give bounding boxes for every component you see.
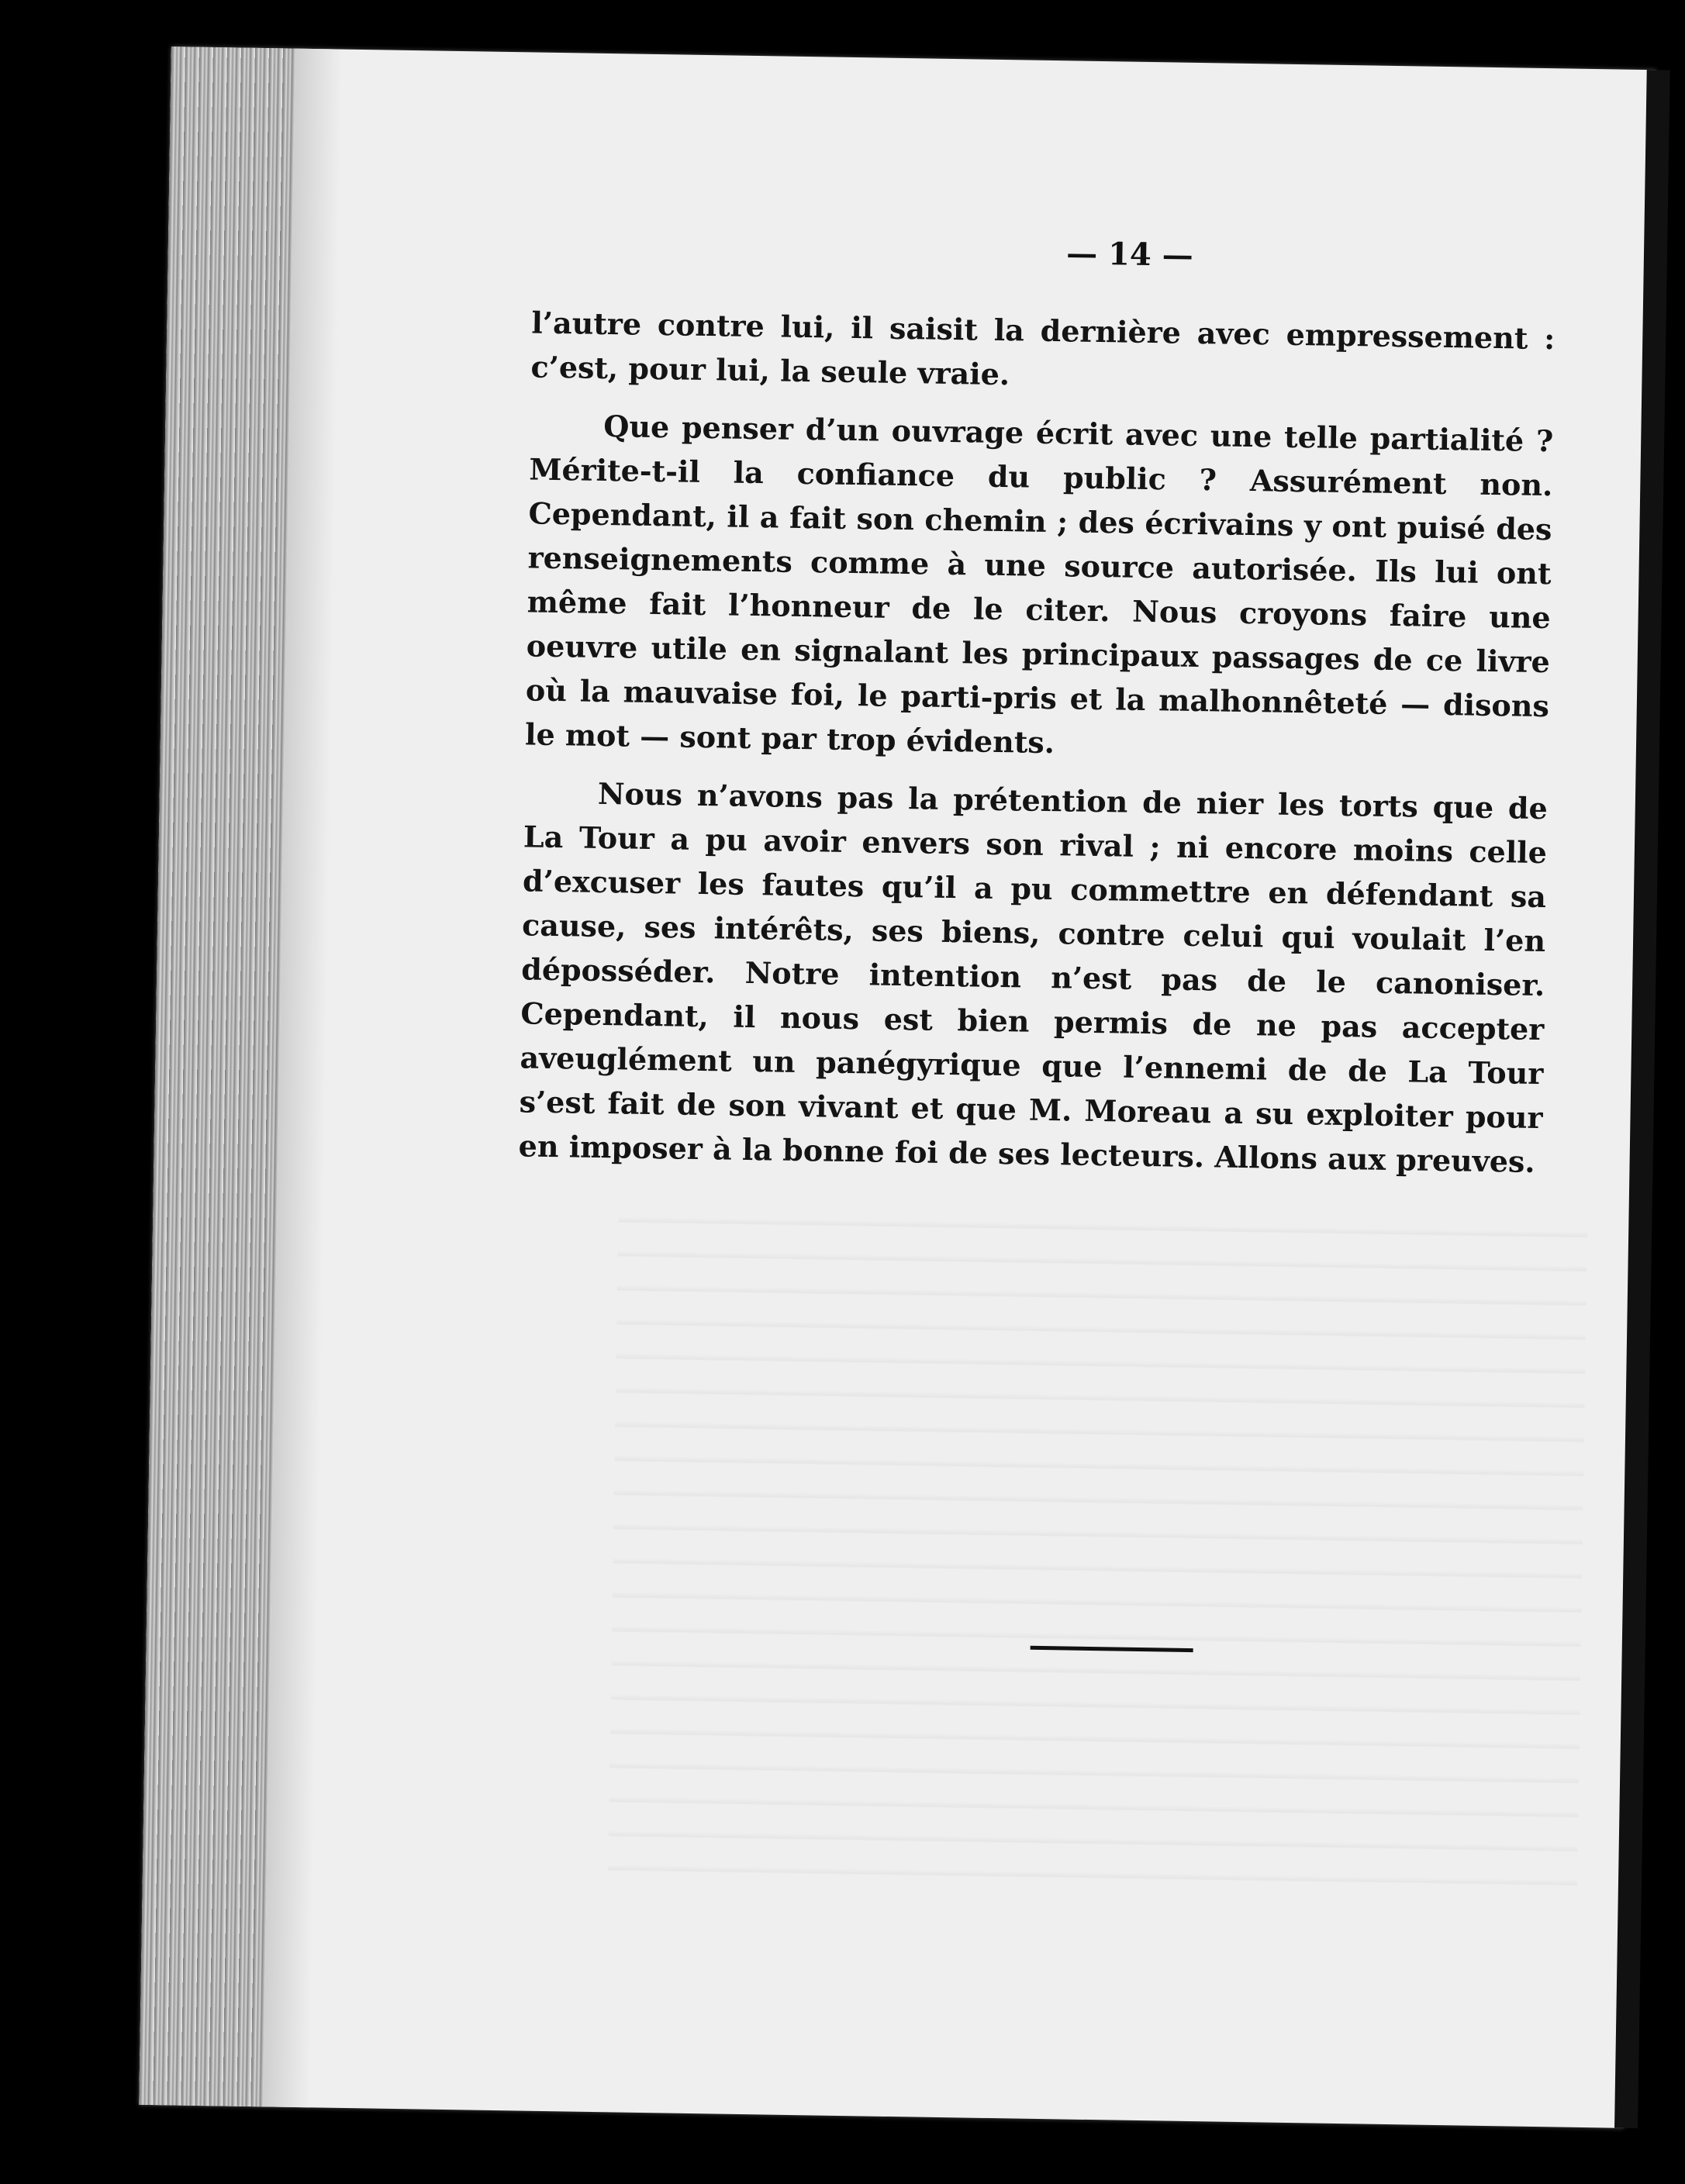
book-page xyxy=(139,47,1656,2128)
paragraph-continuation: l’autre contre lui, il saisit la dernière avec empressement : c’est, pour lui, la seule vraie. xyxy=(530,305,1556,392)
page-right-edge xyxy=(1614,70,1670,2128)
show-through-bleed xyxy=(608,1216,1588,1914)
paragraph: Nous n’avons pas la prétention de nier les torts que de La Tour a pu avoir envers son rival ; ni encore moins celle d’excuser les fautes qu’il a pu commettre en défendant sa cause, ses intérêts, ses biens, contre celui qui voulait l’en déposséder. Notre intention n’est pas de le canoniser. Cependant, il nous est bien permis de ne pas accepter aveuglément un panégyrique que l’ennemi de de La Tour s’est fait de son vivant et que M. Moreau a su exploiter pour en imposer à la bonne foi de ses lecteurs. Allons aux preuves. xyxy=(518,775,1549,1179)
page-number: — 14 — xyxy=(1065,235,1194,274)
paragraph: Que penser d’un ouvrage écrit avec une telle partialité ? Mérite-t-il la confiance du public ? Assurément non. Cependant, il a fait son chemin ; des écrivains y ont puisé des renseignements comme à une source autorisée. Ils lui ont même fait l’honneur de le citer. Nous croyons faire une oeuvre utile en signalant les principaux passages de ce livre où la mauvaise foi, le parti-pris et la malhonnêteté — disons le mot — sont par trop évidents. xyxy=(524,408,1554,761)
body-text xyxy=(518,300,1556,1198)
